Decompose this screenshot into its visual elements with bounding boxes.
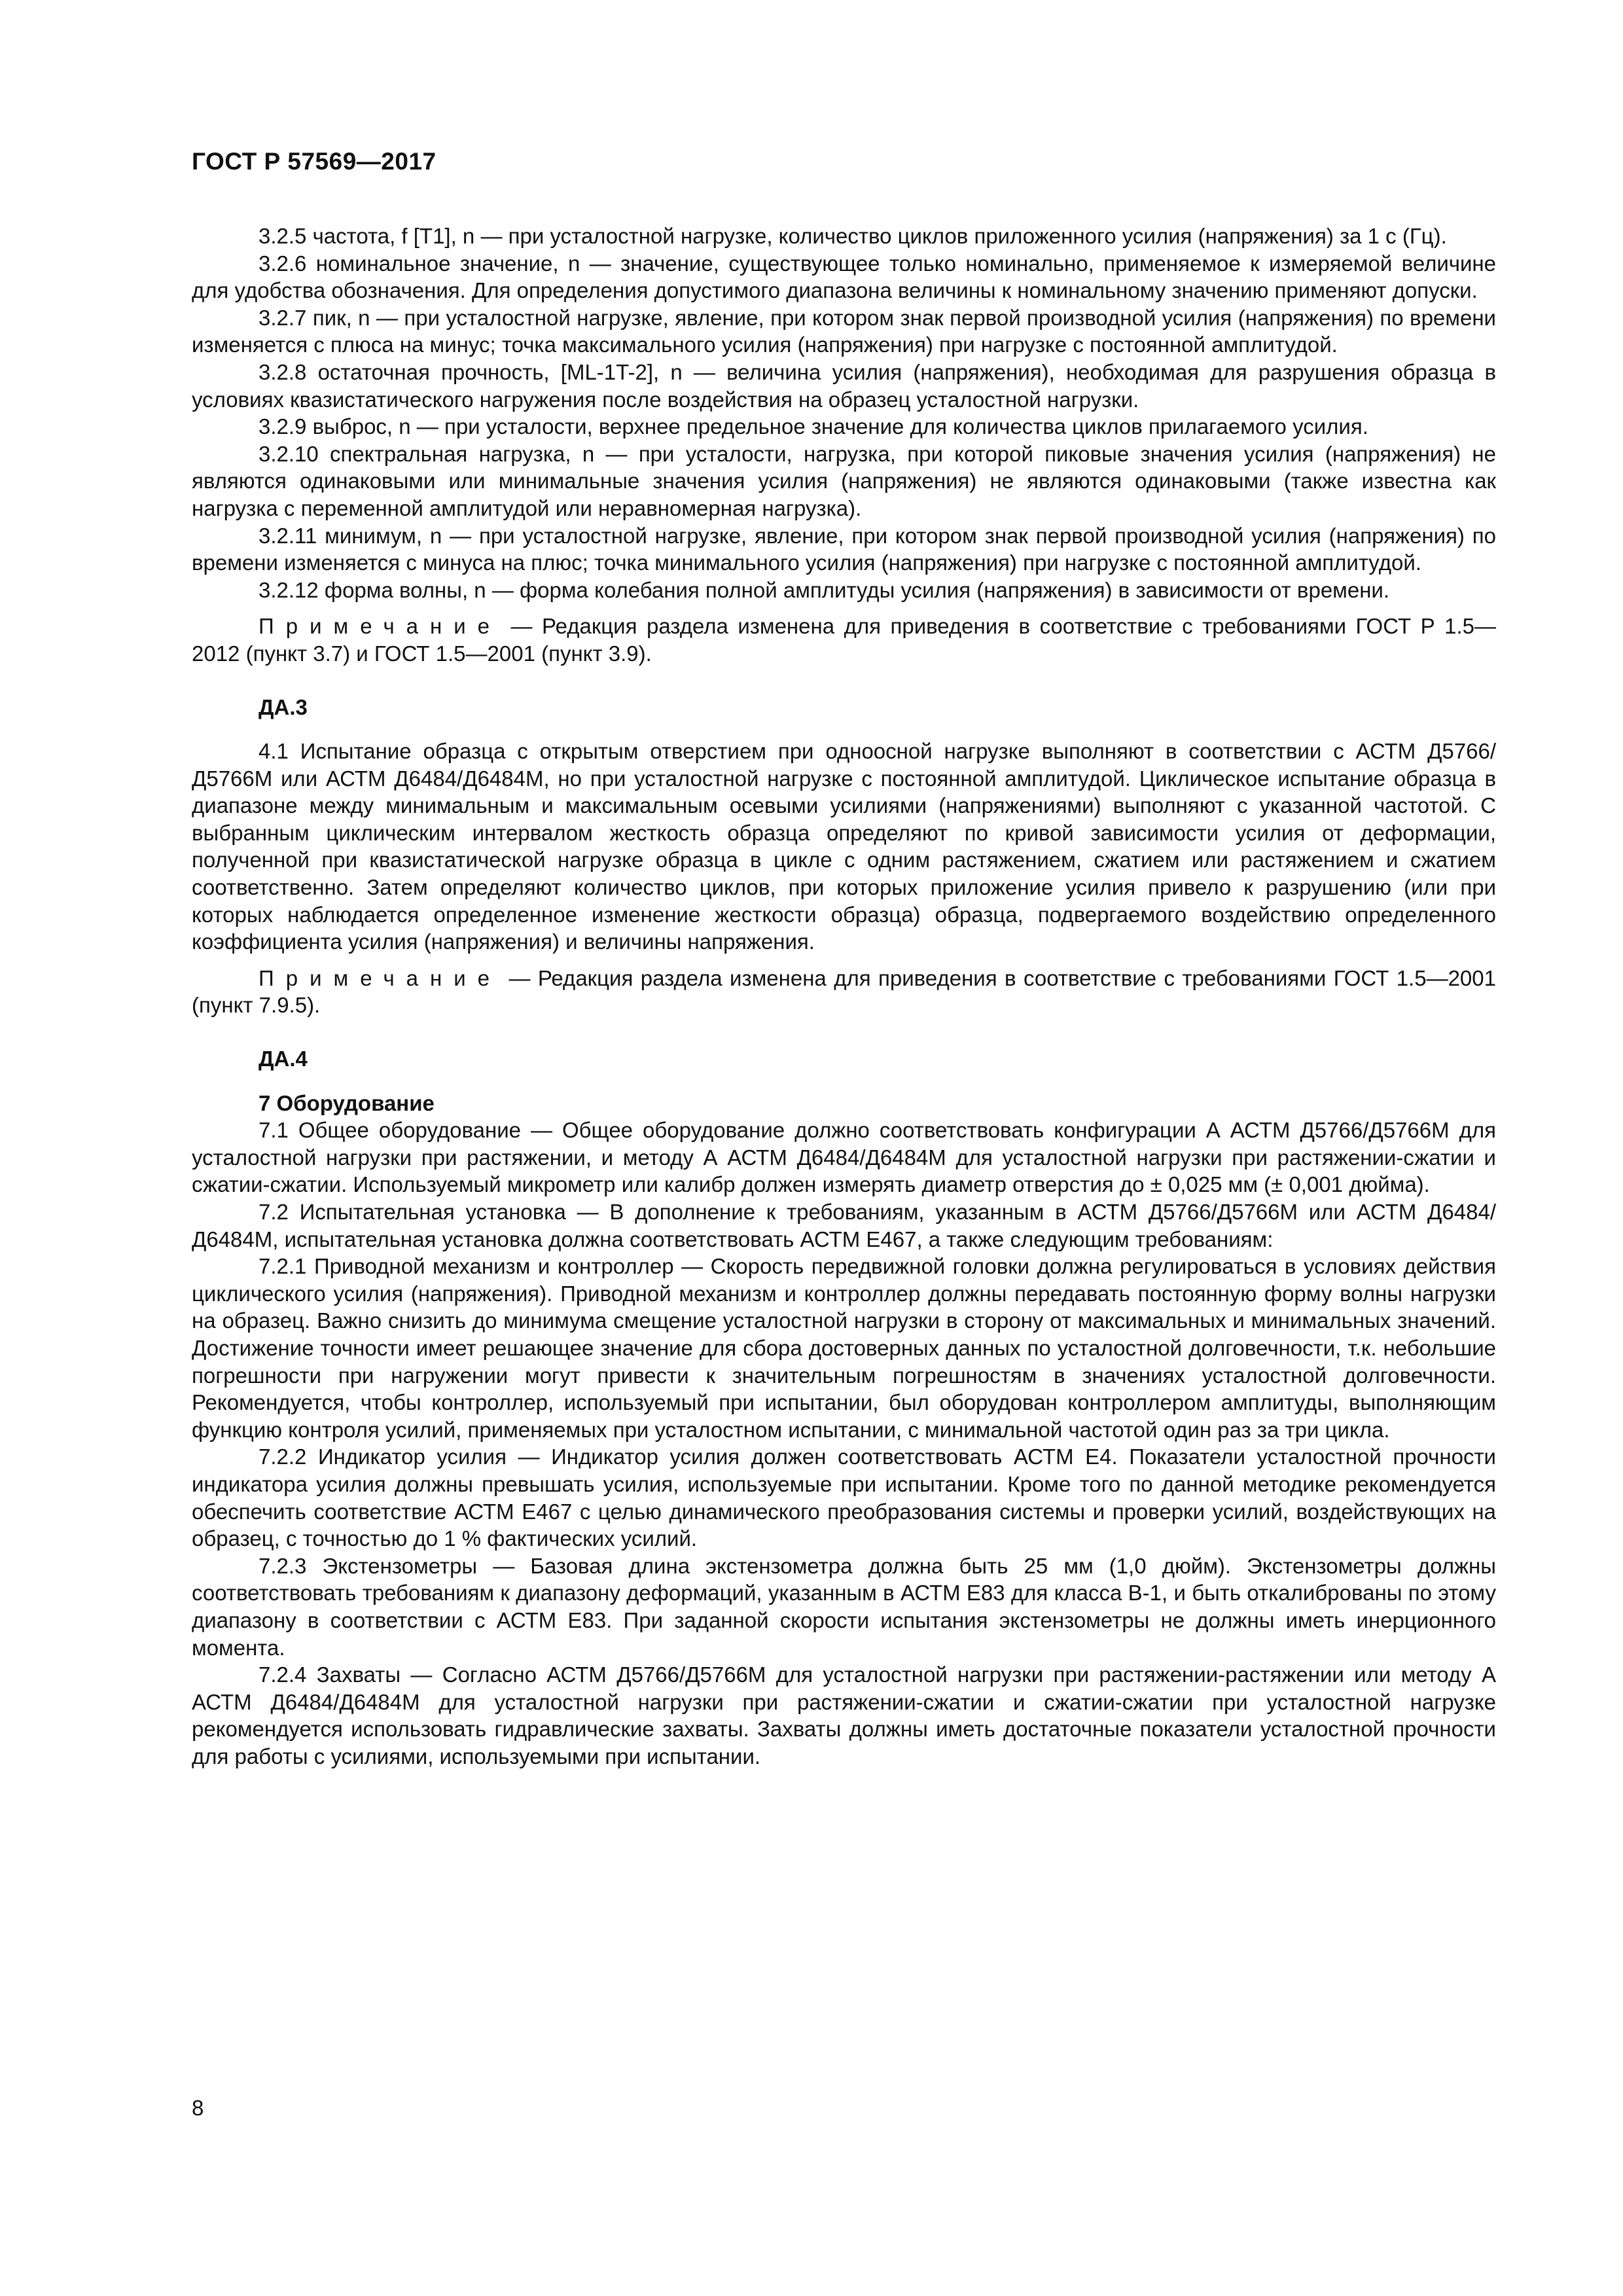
section-heading-da4: ДА.4 bbox=[259, 1047, 308, 1071]
note-text: — Редакция раздела изменена для приведения в соответствие с требованиями ГОСТ 1.5—2001 (пункт 7.9.5). bbox=[192, 965, 1496, 1018]
paragraph-7-2-1: 7.2.1 Приводной механизм и контроллер — Скорость передвижной головки должна регулироваться в условиях действия циклического усилия (напряжения). Приводной механизм и контроллер должны передавать постоянную форму волны нагрузки на образец. Важно снизить до минимума смещение усталостной нагрузки в сторону от максимальных и минимальных значений. Достижение точности имеет решающее значение для сбора достоверных данных по усталостной долговечности, т.к. небольшие погрешности при нагружении могут привести к значительным погрешностям в значениях усталостной долговечности. Рекомендуется, чтобы контроллер, используемый при испытании, был оборудован контроллером амплитуды, выполняющим функцию контроля усилий, применяемых при усталостном испытании, с минимальной частотой один раз за три цикла. bbox=[192, 1254, 1496, 1442]
note-label: Примечание bbox=[259, 614, 502, 639]
paragraph-4-1: 4.1 Испытание образца с открытым отверстием при одноосной нагрузке выполняют в соответствии с АСТМ Д5766/Д5766М или АСТМ Д6484/Д6484М, но при усталостной нагрузке с постоянной амплитудой. Циклическое испытание образца в диапазоне между минимальным и максимальным осевыми усилиями (напряжениями) выполняют с указанной частотой. С выбранным циклическим интервалом жесткость образца определяют по кривой зависимости усилия от деформации, полученной при квазистатической нагрузке образца в цикле с одним растяжением, сжатием или растяжением и сжатием соответственно. Затем определяют количество циклов, при которых приложение усилия привело к разрушению (или при которых наблюдается определенное изменение жесткости образца) образца, подвергаемого воздействию определенного коэффициента усилия (напряжения) и величины напряжения. bbox=[192, 739, 1496, 954]
page-number: 8 bbox=[192, 2096, 204, 2120]
section-heading-da3: ДА.3 bbox=[259, 694, 308, 719]
note-label: Примечание bbox=[259, 965, 502, 990]
paragraph-3-2-10: 3.2.10 спектральная нагрузка, n — при усталости, нагрузка, при которой пиковые значения усилия (напряжения) не являются одинаковыми или минимальные значения усилия (напряжения) не являются одинаковыми (также известна как нагрузка с переменной амплитудой или неравномерная нагрузка). bbox=[192, 441, 1496, 520]
paragraph-3-2-7: 3.2.7 пик, n — при усталостной нагрузке, явление, при котором знак первой производной усилия (напряжения) по времени изменяется с плюса на минус; точка максимального усилия (напряжения) при нагрузке с постоянной амплитудой. bbox=[192, 305, 1496, 357]
paragraph-7-2-3: 7.2.3 Экстензометры — Базовая длина экстензометра должна быть 25 мм (1,0 дюйм). Экстензометры должны соответствовать требованиям к диапазону деформаций, указанным в АСТМ Е83 для класса В-1, и быть откалиброваны по этому диапазону в соответствии с АСТМ Е83. При заданной скорости испытания экстензометры не должны иметь инерционного момента. bbox=[192, 1553, 1496, 1660]
paragraph-7-2: 7.2 Испытательная установка — В дополнение к требованиям, указанным в АСТМ Д5766/Д5766М или АСТМ Д6484/Д6484М, испытательная установка должна соответствовать АСТМ Е467, а также следующим требованиям: bbox=[192, 1200, 1496, 1251]
document-body bbox=[192, 223, 1496, 1770]
paragraph-3-2-6: 3.2.6 номинальное значение, n — значение, существующее только номинально, применяемое к измеряемой величине для удобства обозначения. Для определения допустимого диапазона величины к номинальному значению применяют допуски. bbox=[192, 251, 1496, 303]
note-1 bbox=[192, 613, 1496, 667]
paragraph-7-2-4: 7.2.4 Захваты — Согласно АСТМ Д5766/Д5766М для усталостной нагрузки при растяжении-растяжении или методу А АСТМ Д6484/Д6484М для усталостной нагрузки при растяжении-сжатии и сжатии-сжатии при усталостной нагрузке рекомендуется использовать гидравлические захваты. Захваты должны иметь достаточные показатели усталостной прочности для работы с усилиями, используемыми при испытании. bbox=[192, 1662, 1496, 1768]
note-2 bbox=[192, 965, 1496, 1019]
paragraph-7-2-2: 7.2.2 Индикатор усилия — Индикатор усилия должен соответствовать АСТМ Е4. Показатели усталостной прочности индикатора усилия должны превышать усилия, используемые при испытании. Кроме того по данной методике рекомендуется обеспечить соответствие АСТМ Е467 с целью динамического преобразования системы и проверки усилий, воздействующих на образец, с точностью до 1 % фактических усилий. bbox=[192, 1444, 1496, 1551]
note-text: — Редакция раздела изменена для приведения в соответствие с требованиями ГОСТ Р 1.5—2012 (пункт 3.7) и ГОСТ 1.5—2001 (пункт 3.9). bbox=[192, 614, 1496, 666]
subsection-heading-equipment: 7 Оборудование bbox=[259, 1090, 435, 1115]
document-header: ГОСТ Р 57569—2017 bbox=[192, 148, 437, 175]
paragraph-3-2-11: 3.2.11 минимум, n — при усталостной нагрузке, явление, при котором знак первой производной усилия (напряжения) по времени изменяется с минуса на плюс; точка минимального усилия (напряжения) при нагрузке с постоянной амплитудой. bbox=[192, 523, 1496, 575]
paragraph-3-2-12: 3.2.12 форма волны, n — форма колебания полной амплитуды усилия (напряжения) в зависимости от времени. bbox=[259, 577, 1390, 602]
paragraph-3-2-9: 3.2.9 выброс, n — при усталости, верхнее предельное значение для количества циклов прилагаемого усилия. bbox=[259, 414, 1368, 439]
paragraph-7-1: 7.1 Общее оборудование — Общее оборудование должно соответствовать конфигурации А АСТМ Д5766/Д5766М для усталостной нагрузки при растяжении, и методу А АСТМ Д6484/Д6484М для усталостной нагрузки при растяжении-сжатии и сжатии-сжатии. Используемый микрометр или калибр должен измерять диаметр отверстия до ± 0,025 мм (± 0,001 дюйма). bbox=[192, 1118, 1496, 1197]
paragraph-3-2-8: 3.2.8 остаточная прочность, [ML-1T-2], n — величина усилия (напряжения), необходимая для разрушения образца в условиях квазистатического нагружения после воздействия на образец усталостной нагрузки. bbox=[192, 359, 1496, 412]
paragraph-3-2-5: 3.2.5 частота, f [T1], n — при усталостной нагрузке, количество циклов приложенного усилия (напряжения) за 1 с (Гц). bbox=[259, 224, 1447, 248]
